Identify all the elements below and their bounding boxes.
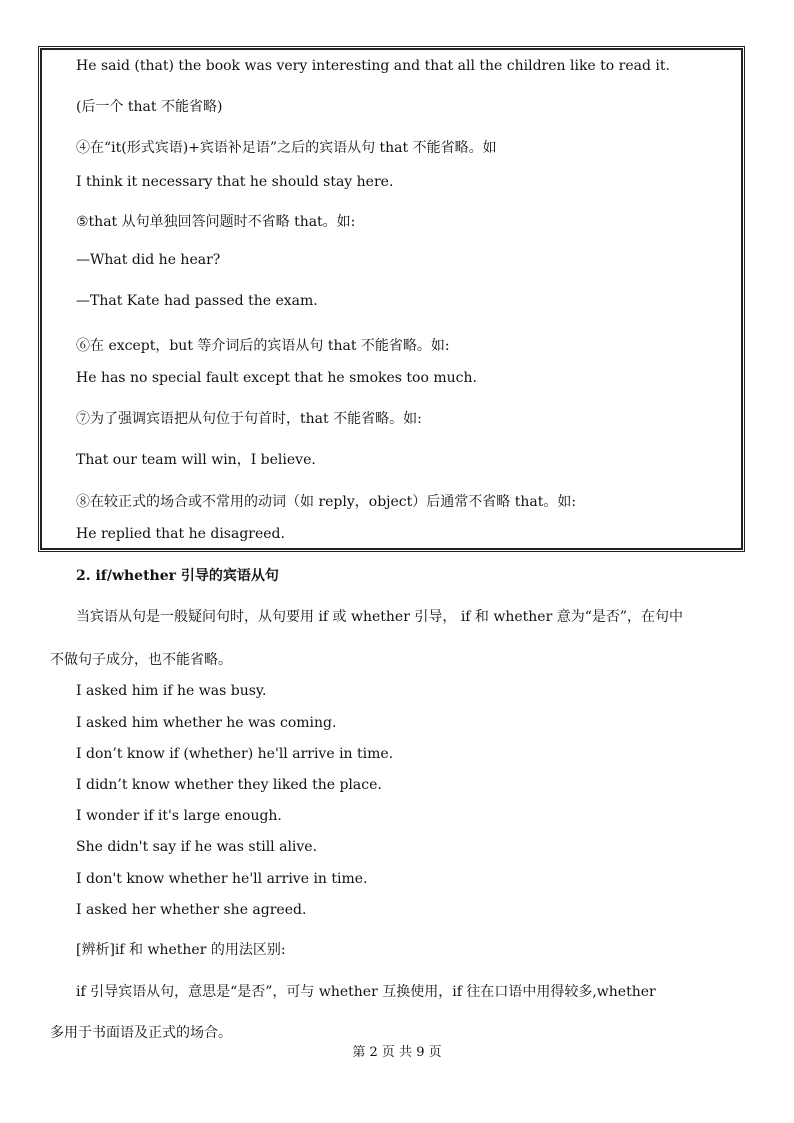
box-line-4: I think it necessary that he should stay here.	[76, 174, 394, 190]
box-line-10: ⑦为了强调宾语把从句位于句首时，that 不能省略。如:	[76, 411, 422, 427]
analysis-line-1: if 引导宾语从句，意思是“是否”，可与 whether 互换使用，if 往在口语中用得较多,whether	[76, 984, 656, 1000]
example-6: She didn't say if he was still alive.	[76, 839, 318, 855]
box-line-13: He replied that he disagreed.	[76, 526, 285, 542]
box-line-5: ⑤that 从句单独回答问题时不省略 that。如:	[76, 214, 356, 230]
box-line-3: ④在“it(形式宾语)+宾语补足语”之后的宾语从句 that 不能省略。如	[76, 140, 497, 156]
section-heading: 2. if/whether 引导的宾语从句	[76, 568, 279, 584]
box-line-12: ⑧在较正式的场合或不常用的动词（如 reply，object）后通常不省略 that。如:	[76, 494, 577, 510]
example-3: I don’t know if (whether) he'll arrive in time.	[76, 746, 394, 762]
box-line-7: —That Kate had passed the exam.	[76, 293, 318, 309]
page-footer: 第 2 页 共 9 页	[352, 1045, 442, 1060]
example-box	[40, 48, 743, 550]
box-line-2: (后一个 that 不能省略)	[76, 99, 223, 115]
example-1: I asked him if he was busy.	[76, 683, 267, 699]
intro-line-1: 当宾语从句是一般疑问句时，从句要用 if 或 whether 引导， if 和 whether 意为“是否”，在句中	[76, 609, 684, 625]
intro-line-2: 不做句子成分，也不能省略。	[50, 652, 232, 668]
box-line-8: ⑥在 except，but 等介词后的宾语从句 that 不能省略。如:	[76, 338, 450, 354]
example-4: I didn’t know whether they liked the place.	[76, 777, 382, 793]
example-5: I wonder if it's large enough.	[76, 808, 282, 824]
analysis-line-2: 多用于书面语及正式的场合。	[50, 1025, 232, 1041]
example-2: I asked him whether he was coming.	[76, 715, 337, 731]
box-line-9: He has no special fault except that he smokes too much.	[76, 370, 477, 386]
box-line-6: —What did he hear?	[76, 252, 221, 268]
example-7: I don't know whether he'll arrive in time.	[76, 871, 368, 887]
box-line-1: He said (that) the book was very interesting and that all the children like to read it.	[76, 58, 670, 74]
analysis-title: [辨析]if 和 whether 的用法区别:	[76, 942, 286, 958]
box-line-11: That our team will win，I believe.	[76, 452, 316, 468]
example-8: I asked her whether she agreed.	[76, 902, 307, 918]
